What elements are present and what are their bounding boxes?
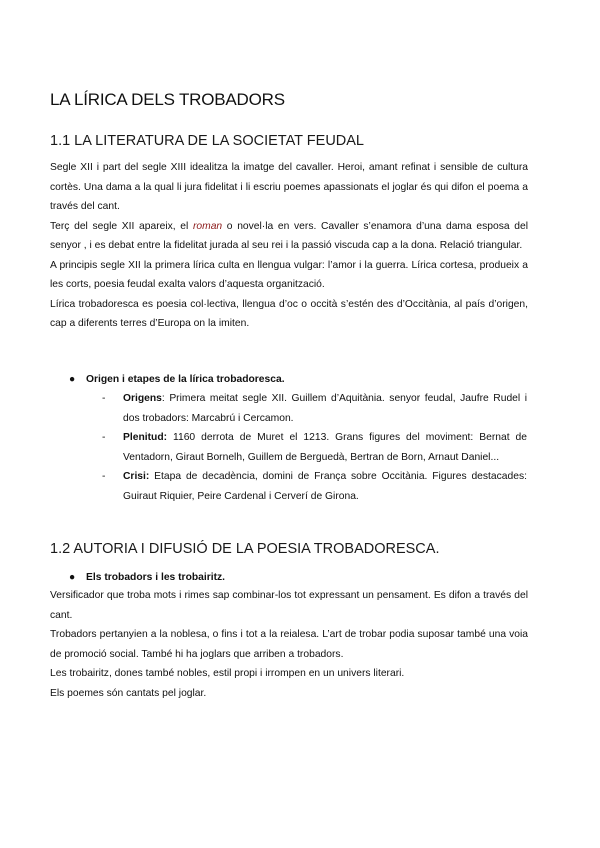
bullet-origen <box>69 370 529 389</box>
dash-icon: - <box>102 471 106 482</box>
list-item <box>102 389 527 428</box>
bullet-label: Origen i etapes de la lírica trobadoresca. <box>86 374 285 385</box>
item-sep: : <box>161 393 165 404</box>
item-label: Crisi: <box>123 471 150 482</box>
paragraph: Segle XII i part del segle XIII idealitza la imatge del cavaller. Heroi, amant refinat i sensible de cultura cortès. Una dama a la qual li jura fidelitat i li escriu poemes apassionats el joglar és qui difon el poema a través del cant. <box>50 162 528 212</box>
item-text: 1160 derrota de Muret el 1213. Grans figures del moviment: Bernat de Ventadorn, Giraut Bornelh, Guillem de Berguedà, Bertran de Born, Arnaut Daniel... <box>123 432 527 463</box>
paragraph: Trobadors pertanyien a la noblesa, o fins i tot a la reialesa. L’art de trobar podia suposar també una voia de promoció social. També hi ha joglars que arriben a trobadors. <box>50 629 528 660</box>
bullet-trobadors <box>69 568 529 587</box>
item-text: Etapa de decadència, domini de França sobre Occitània. Figures destacades: Guiraut Riquier, Peire Cardenal i Cerverí de Girona. <box>123 471 527 502</box>
paragraph: Els poemes són cantats pel joglar. <box>50 687 207 699</box>
paragraph: Versificador que troba mots i rimes sap combinar-los tot expressant un pensament. Es difon a través del cant. <box>50 590 528 621</box>
paragraph-text: Terç del segle XII apareix, el <box>50 220 193 232</box>
section-heading-2: 1.2 AUTORIA I DIFUSIÓ DE LA POESIA TROBADORESCA. <box>50 541 440 557</box>
list-item <box>102 428 527 467</box>
item-label: Plenitud: <box>123 432 168 443</box>
dash-icon: - <box>102 393 106 404</box>
page-title: LA LÍRICA DELS TROBADORS <box>50 90 285 109</box>
section-2-body <box>50 586 528 703</box>
paragraph: A principis segle XII la primera lírica culta en llengua vulgar: l’amor i la guerra. Lírica cortesa, produeix a les corts, poesia feudal exalta valors d’aquesta organització. <box>50 259 528 290</box>
etapes-list <box>102 389 527 506</box>
section-heading-1: 1.1 LA LITERATURA DE LA SOCIETAT FEUDAL <box>50 133 365 149</box>
bullet-dot-icon: ● <box>69 572 76 583</box>
paragraph-text: o novel·la en vers. Cavaller s’enamora d’una dama esposa del senyor , i es debat entre la fidelitat jurada al seu rei i la passió viscuda cap a la dona. Relació triangular. <box>50 220 528 251</box>
bullet-label: Els trobadors i les trobairitz. <box>86 572 226 583</box>
list-item <box>102 467 527 506</box>
paragraph <box>50 217 528 256</box>
paragraph: Les trobairitz, dones també nobles, estil propi i irrompen en un univers literari. <box>50 668 405 679</box>
dash-icon: - <box>102 432 106 443</box>
item-text: Primera meitat segle XII. Guillem d’Aquitània. senyor feudal, Jaufre Rudel i dos trobadors: Marcabrú i Cercamon. <box>123 393 527 424</box>
paragraph: Lírica trobadoresca es poesia col·lectiva, llengua d’oc o occità s’estén des d’Occitània, al país d’origen, cap a diferents terres d’Europa on la imiten. <box>50 298 528 329</box>
emphasis-roman: roman <box>192 220 223 232</box>
section-1-body <box>50 158 528 334</box>
item-label: Origens <box>123 393 162 404</box>
bullet-dot-icon: ● <box>69 374 76 385</box>
